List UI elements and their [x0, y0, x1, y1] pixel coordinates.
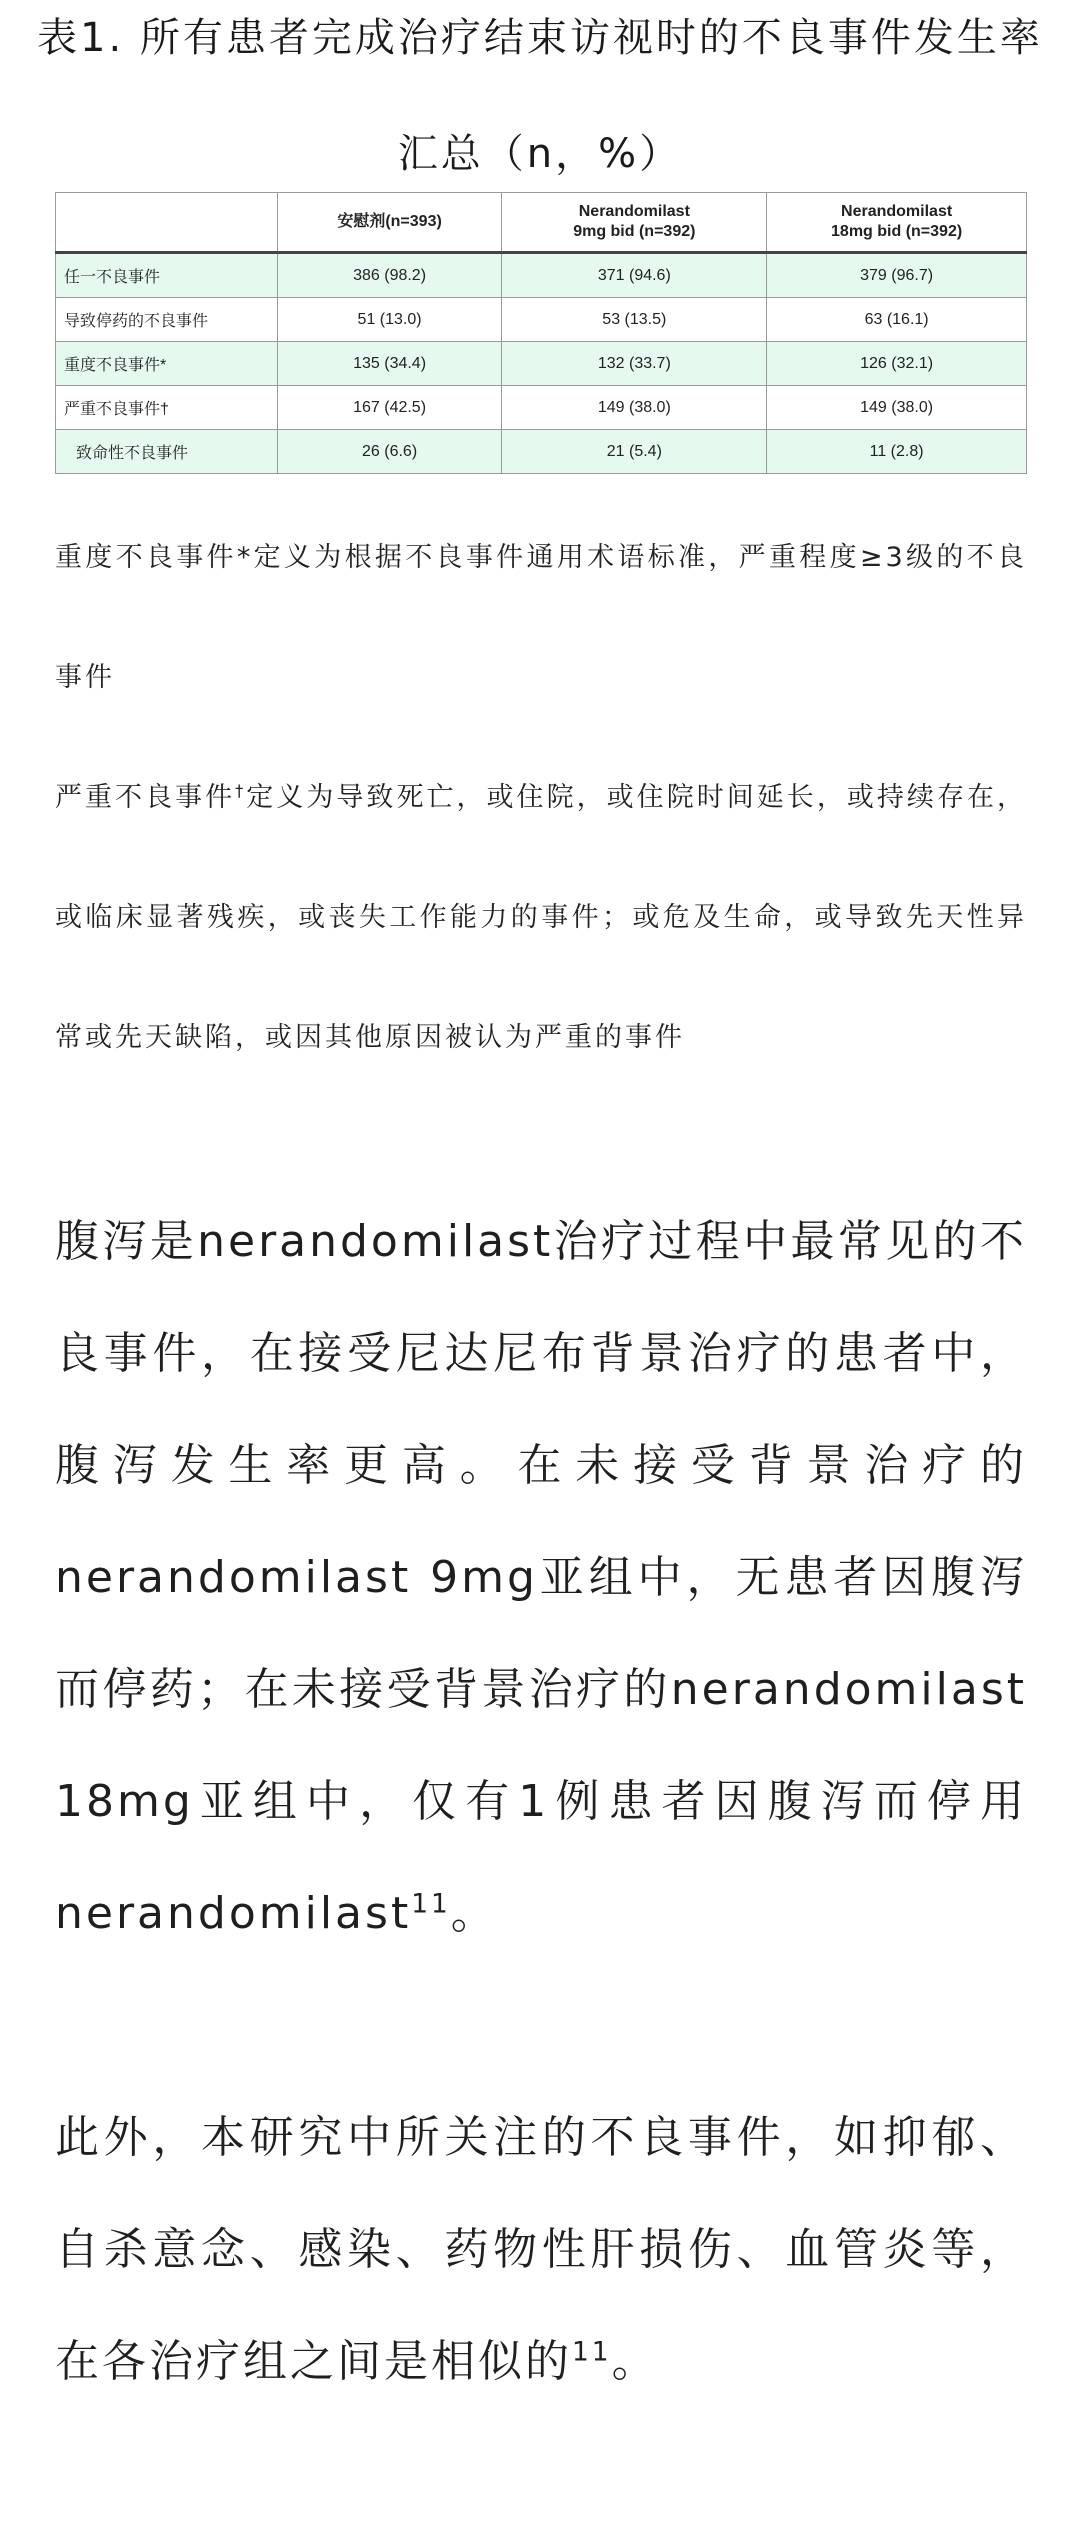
table-row: [56, 342, 1027, 386]
header-9mg-line2: 9mg bid (n=392): [573, 223, 696, 240]
cell-placebo: 386 (98.2): [277, 253, 502, 298]
table-title-line2: 汇总（n，%）: [397, 131, 683, 177]
footnote-serious-ae: [55, 738, 1027, 1098]
header-18mg-line1: Nerandomilast: [841, 203, 953, 220]
adverse-events-table-wrap: [55, 192, 1027, 474]
cell-18mg: 126 (32.1): [767, 342, 1027, 386]
cell-placebo: 167 (42.5): [277, 386, 502, 430]
cell-18mg: 149 (38.0): [767, 386, 1027, 430]
row-label: 导致停药的不良事件: [56, 298, 278, 342]
cell-18mg: 63 (16.1): [767, 298, 1027, 342]
table-header-row: [56, 193, 1027, 253]
table-row: [56, 430, 1027, 474]
header-18mg-line2: 18mg bid (n=392): [831, 223, 963, 240]
row-label: 严重不良事件†: [56, 386, 278, 430]
header-empty: [56, 193, 278, 253]
cell-18mg: 379 (96.7): [767, 253, 1027, 298]
cell-9mg: 371 (94.6): [502, 253, 767, 298]
table-title: [0, 0, 1080, 212]
header-nerandomilast-9mg: [502, 193, 767, 253]
paragraph-diarrhea: [55, 1186, 1027, 1970]
cell-9mg: 21 (5.4): [502, 430, 767, 474]
cell-18mg: 11 (2.8): [767, 430, 1027, 474]
article-body: [55, 1186, 1027, 2418]
table-footnotes: [55, 498, 1027, 1098]
footnote-severe-ae: 重度不良事件*定义为根据不良事件通用术语标准，严重程度≥3级的不良事件: [55, 542, 1027, 693]
reference-11: 11: [411, 1888, 451, 1920]
row-label: 任一不良事件: [56, 253, 278, 298]
footnote-serious-ae-term: 严重不良事件: [55, 782, 236, 813]
paragraph-diarrhea-text: 腹泻是nerandomilast治疗过程中最常见的不良事件，在接受尼达尼布背景治疗的患者中，腹泻发生率更高。在未接受背景治疗的nerandomilast 9mg亚组中，无患者因腹泻而停药；在未接受背景治疗的nerandomilast 18mg亚组中，仅有1例患者因腹泻而停用nerandomilast: [55, 1216, 1027, 1939]
paragraph-other-aes: [55, 2082, 1027, 2418]
cell-9mg: 53 (13.5): [502, 298, 767, 342]
cell-9mg: 132 (33.7): [502, 342, 767, 386]
table-row: [56, 298, 1027, 342]
header-nerandomilast-18mg: [767, 193, 1027, 253]
footnote-serious-ae-definition: 定义为导致死亡，或住院，或住院时间延长，或持续存在，或临床显著残疾，或丧失工作能力的事件；或危及生命，或导致先天性异常或先天缺陷，或因其他原因被认为严重的事件: [55, 782, 1028, 1053]
table-row: [56, 253, 1027, 298]
dagger-mark: †: [235, 781, 247, 800]
reference-11: 11: [572, 2336, 612, 2368]
paragraph-other-aes-text: 此外，本研究中所关注的不良事件，如抑郁、自杀意念、感染、药物性肝损伤、血管炎等，在各治疗组之间是相似的: [55, 2112, 1027, 2387]
paragraph-other-aes-end: 。: [611, 2336, 659, 2387]
header-9mg-line1: Nerandomilast: [578, 203, 690, 220]
cell-placebo: 26 (6.6): [277, 430, 502, 474]
adverse-events-table: [55, 192, 1027, 474]
cell-9mg: 149 (38.0): [502, 386, 767, 430]
row-label: 致命性不良事件: [56, 430, 278, 474]
paragraph-diarrhea-end: 。: [450, 1888, 498, 1939]
cell-placebo: 135 (34.4): [277, 342, 502, 386]
table-row: [56, 386, 1027, 430]
header-placebo: 安慰剂(n=393): [277, 193, 502, 253]
table-title-line1: 表1. 所有患者完成治疗结束访视时的不良事件发生率: [37, 15, 1043, 61]
cell-placebo: 51 (13.0): [277, 298, 502, 342]
row-label: 重度不良事件*: [56, 342, 278, 386]
